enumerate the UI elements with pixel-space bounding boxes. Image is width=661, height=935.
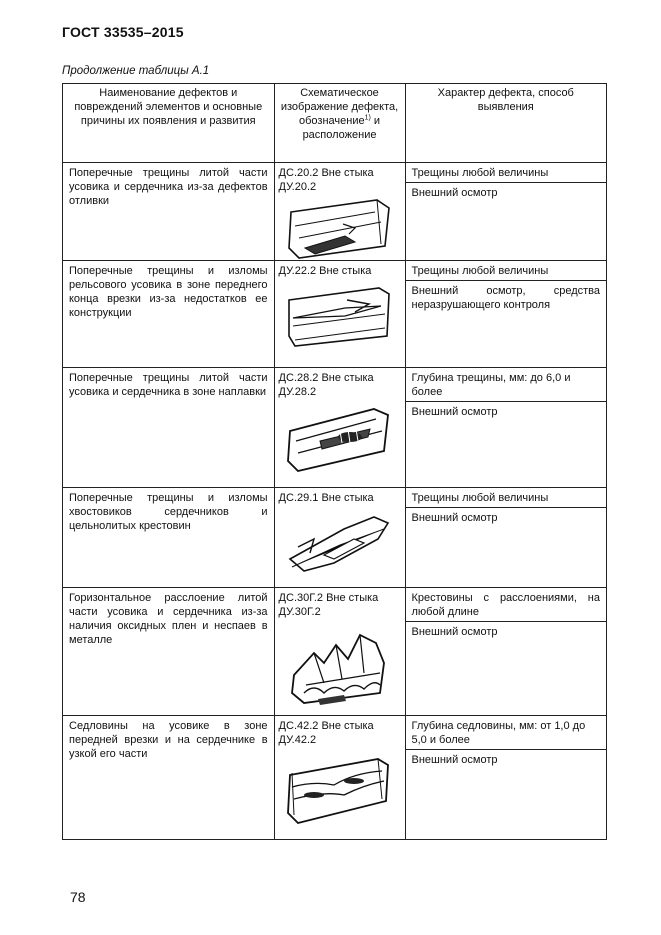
page-number: 78: [70, 889, 86, 905]
footnote-marker: 1): [364, 114, 371, 122]
defect-code: ДС.42.2 Вне стыка ДУ.42.2: [278, 720, 374, 746]
defect-name-cell: Поперечные трещины литой части усовика и сердечника в зоне наплавки: [63, 368, 275, 488]
header-defect-name: [63, 84, 275, 163]
defect-code: ДС.28.2 Вне стыка ДУ.28.2: [278, 372, 374, 398]
character-cell: [405, 488, 607, 588]
header-defect-name-text: Наименование дефектов и повреждений элементов и основные причины их появления и развития: [74, 87, 263, 127]
table-row: [63, 261, 607, 368]
defect-character: Глубина седловины, мм: от 1,0 до 5,0 и более: [406, 716, 607, 750]
defect-code: ДС.29.1 Вне стыка: [278, 492, 374, 504]
horizontal-delamination-drawing: [284, 623, 396, 707]
scheme-cell: [274, 588, 405, 716]
frog-tail-crack-drawing: [284, 509, 396, 575]
defects-table: [62, 83, 607, 840]
character-cell: [405, 588, 607, 716]
defect-code: ДС.30Г.2 Вне стыка ДУ.30Г.2: [278, 592, 379, 618]
weld-deposit-crack-drawing: [284, 403, 396, 473]
defect-character: Глубина трещины, мм: до 6,0 и более: [406, 368, 607, 402]
scheme-cell: [274, 488, 405, 588]
character-cell: [405, 261, 607, 368]
defect-code: ДУ.22.2 Вне стыка: [278, 265, 372, 277]
scheme-cell: [274, 368, 405, 488]
saddle-wear-drawing: [284, 751, 396, 827]
defect-name-cell: Седловины на усовике в зоне передней врезки и на сердечнике в узкой его части: [63, 716, 275, 840]
detection-method: Внешний осмотр: [411, 626, 498, 638]
defect-name-cell: Горизонтальное расслоение литой части усовика и сердечника из-за наличия оксидных плен и неспаев в металле: [63, 588, 275, 716]
header-scheme-text: Схематическое изображение дефекта, обозначение: [280, 87, 399, 127]
character-cell: [405, 716, 607, 840]
defect-name-cell: Поперечные трещины и изломы рельсового усовика в зоне переднего конца врезки из-за недостатков ее конструкции: [63, 261, 275, 368]
frog-casting-crack-drawing: [285, 198, 395, 260]
document-title: ГОСТ 33535–2015: [62, 24, 184, 40]
character-cell: [405, 368, 607, 488]
wing-rail-insert-crack-drawing: [285, 282, 395, 348]
defect-character: Крестовины с расслоениями, на любой длине: [406, 588, 607, 622]
defect-name-cell: Поперечные трещины литой части усовика и сердечника из-за дефектов отливки: [63, 163, 275, 261]
defect-name-cell: Поперечные трещины и изломы хвостовиков сердечников и цельнолитых крестовин: [63, 488, 275, 588]
header-scheme: [274, 84, 405, 163]
scheme-cell: [274, 716, 405, 840]
table-row: [63, 588, 607, 716]
detection-method: Внешний осмотр: [411, 512, 498, 524]
header-scheme-text-end: и расположение: [302, 115, 381, 141]
detection-method: Внешний осмотр, средства неразрушающего контроля: [411, 285, 600, 311]
scheme-cell: [274, 163, 405, 261]
table-row: [63, 368, 607, 488]
scheme-cell: [274, 261, 405, 368]
table-row: [63, 163, 607, 261]
defect-character: Трещины любой величины: [406, 488, 607, 508]
detection-method: Внешний осмотр: [411, 187, 498, 199]
detection-method: Внешний осмотр: [411, 754, 498, 766]
defect-code: ДС.20.2 Вне стыка ДУ.20.2: [278, 167, 374, 193]
header-character: [405, 84, 607, 163]
table-header-row: [63, 84, 607, 163]
character-cell: [405, 163, 607, 261]
table-row: [63, 488, 607, 588]
header-character-text: Характер дефекта, способ выявления: [437, 87, 574, 113]
detection-method: Внешний осмотр: [411, 406, 498, 418]
defect-character: Трещины любой величины: [406, 261, 607, 281]
defect-character: Трещины любой величины: [406, 163, 607, 183]
table-caption: Продолжение таблицы А.1: [62, 65, 210, 77]
table-row: [63, 716, 607, 840]
